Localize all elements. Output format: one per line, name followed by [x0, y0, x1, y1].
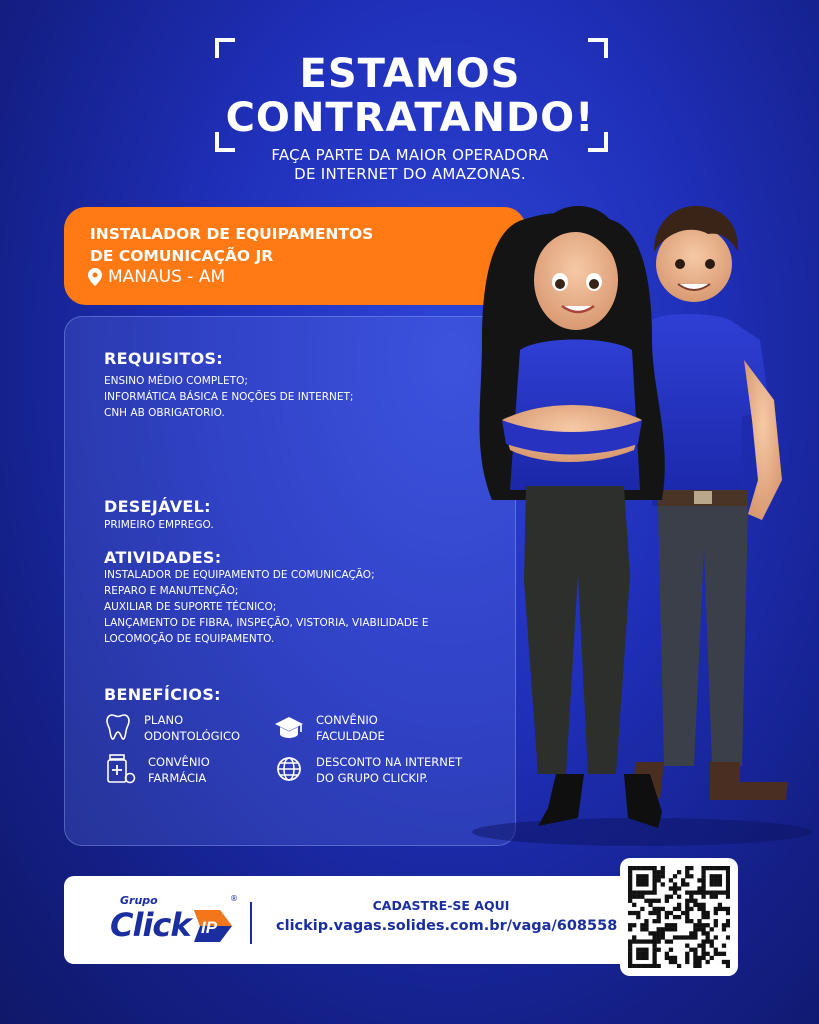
subheadline	[200, 146, 620, 184]
benefit-line-1: PLANO	[144, 713, 184, 727]
qr-code[interactable]	[620, 858, 738, 976]
footer-cta-bar	[64, 876, 634, 964]
list-item: REPARO E MANUTENÇÃO;	[104, 585, 239, 597]
logo-registered-mark: ®	[230, 894, 238, 903]
tooth-icon	[106, 712, 132, 742]
application-link[interactable]: clickip.vagas.solides.com.br/vaga/608558	[276, 918, 618, 934]
medicine-icon	[106, 754, 136, 784]
list-item: CNH AB OBRIGATORIO.	[104, 407, 225, 419]
beneficios-title: BENEFÍCIOS:	[104, 685, 221, 704]
employees-illustration	[462, 180, 819, 850]
benefit-internet	[274, 754, 462, 786]
benefit-line-1: DESCONTO NA INTERNET	[316, 755, 463, 769]
headline	[200, 52, 620, 140]
subheadline-line-1: FAÇA PARTE DA MAIOR OPERADORA	[271, 146, 549, 164]
clickip-logo	[110, 892, 240, 952]
list-item: ENSINO MÉDIO COMPLETO;	[104, 375, 248, 387]
desejavel-list	[104, 517, 214, 533]
atividades-title: ATIVIDADES:	[104, 548, 222, 567]
logo-ip-text: IP	[201, 918, 218, 937]
benefit-farmacia	[106, 754, 210, 786]
globe-icon	[274, 754, 304, 784]
list-item: INFORMÁTICA BÁSICA E NOÇÕES DE INTERNET;	[104, 391, 354, 403]
job-title	[90, 223, 490, 267]
benefit-dental	[106, 712, 240, 744]
headline-line-1: ESTAMOS	[299, 51, 521, 97]
benefit-line-2: FACULDADE	[316, 729, 385, 743]
headline-line-2: CONTRATANDO!	[225, 95, 595, 141]
requisitos-list	[104, 373, 353, 421]
job-title-line-1: INSTALADOR DE EQUIPAMENTOS	[90, 225, 374, 243]
list-item: INSTALADOR DE EQUIPAMENTO DE COMUNICAÇÃO;	[104, 569, 375, 581]
logo-click-text: Click	[110, 906, 191, 944]
list-item: PRIMEIRO EMPREGO.	[104, 519, 214, 531]
list-item: LANÇAMENTO DE FIBRA, INSPEÇÃO, VISTORIA, VIABILIDADE E	[104, 617, 429, 629]
footer-divider	[250, 902, 252, 944]
benefit-line-2: DO GRUPO CLICKIP.	[316, 771, 429, 785]
map-pin-icon	[88, 268, 102, 286]
job-title-card	[64, 207, 526, 305]
benefit-line-1: CONVÊNIO	[148, 755, 210, 769]
logo-grupo-text: Grupo	[120, 894, 158, 907]
subheadline-line-2: DE INTERNET DO AMAZONAS.	[294, 165, 526, 183]
benefit-line-1: CONVÊNIO	[316, 713, 378, 727]
benefit-line-2: FARMÁCIA	[148, 771, 207, 785]
requisitos-title: REQUISITOS:	[104, 349, 224, 368]
list-item: LOCOMOÇÃO DE EQUIPAMENTO.	[104, 633, 275, 645]
graduation-cap-icon	[274, 712, 304, 742]
benefit-line-2: ODONTOLÓGICO	[144, 729, 241, 743]
job-title-line-2: DE COMUNICAÇÃO JR	[90, 247, 274, 265]
job-location	[88, 267, 225, 287]
logo-ip-badge	[188, 906, 234, 946]
benefit-faculdade	[274, 712, 385, 744]
location-text: MANAUS - AM	[108, 267, 226, 287]
desejavel-title: DESEJÁVEL:	[104, 497, 211, 516]
atividades-list	[104, 567, 429, 647]
list-item: AUXILIAR DE SUPORTE TÉCNICO;	[104, 601, 277, 613]
cta-label: CADASTRE-SE AQUI	[372, 898, 510, 913]
qr-code-pattern	[628, 866, 730, 968]
